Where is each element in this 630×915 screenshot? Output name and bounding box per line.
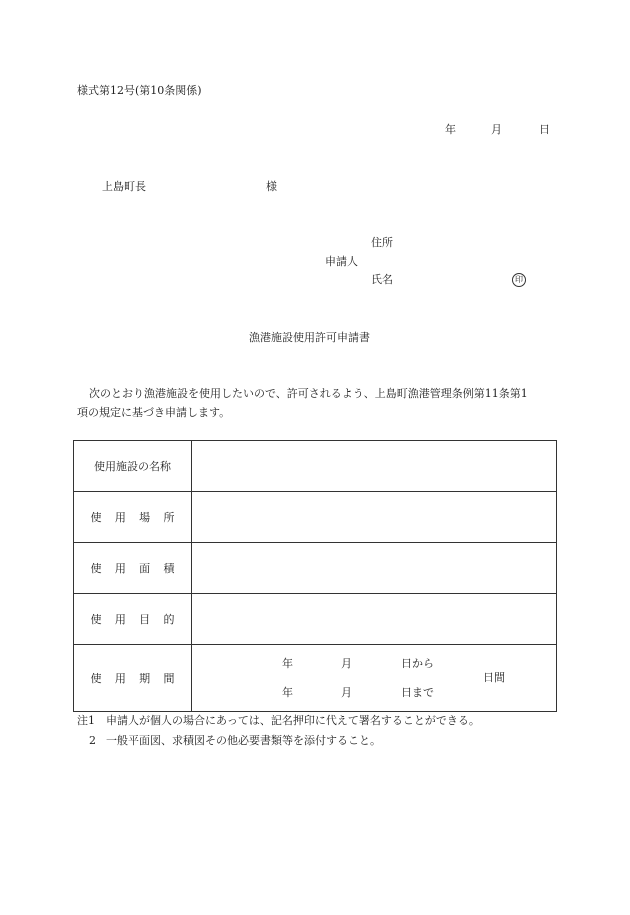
applicant-label: 申請人	[325, 255, 358, 268]
date-day-label: 日	[539, 123, 550, 136]
period-to-year: 年	[282, 686, 293, 699]
purpose-field[interactable]	[192, 594, 557, 645]
note-2-prefix: 2	[89, 734, 96, 747]
date-month-label: 月	[491, 123, 502, 136]
body-line-2: 項の規定に基づき申請します。	[77, 406, 231, 419]
table-row	[74, 441, 557, 492]
period-to-day: 日まで	[401, 686, 434, 699]
application-table	[73, 440, 557, 712]
area-field[interactable]	[192, 543, 557, 594]
period-from-day: 日から	[401, 657, 434, 670]
date-year-label: 年	[445, 123, 456, 136]
period-to-month: 月	[341, 686, 352, 699]
period-from-month: 月	[341, 657, 352, 670]
period-label: 使 用 期 間	[74, 645, 192, 712]
table-row	[74, 594, 557, 645]
table-row	[74, 492, 557, 543]
addressee-honorific: 様	[266, 180, 277, 193]
location-label: 使 用 場 所	[74, 492, 192, 543]
note-2-text: 一般平面図、求積図その他必要書類等を添付すること。	[106, 734, 381, 747]
purpose-label: 使 用 目 的	[74, 594, 192, 645]
addressee-name: 上島町長	[102, 180, 146, 193]
body-line-1: 次のとおり漁港施設を使用したいので、許可されるよう、上島町漁港管理条例第11条第1	[89, 387, 528, 400]
note-1-prefix: 注1	[77, 714, 95, 727]
document-title: 漁港施設使用許可申請書	[249, 331, 370, 344]
area-label: 使 用 面 積	[74, 543, 192, 594]
period-from-year: 年	[282, 657, 293, 670]
address-label: 住所	[371, 236, 393, 249]
period-field[interactable]	[192, 645, 557, 712]
name-label: 氏名	[371, 273, 393, 286]
facility-name-label: 使用施設の名称	[74, 441, 192, 492]
note-1-text: 申請人が個人の場合にあっては、記名押印に代えて署名することができる。	[106, 714, 480, 727]
period-days: 日間	[483, 671, 505, 684]
location-field[interactable]	[192, 492, 557, 543]
form-number: 様式第12号(第10条関係)	[77, 84, 202, 97]
table-row	[74, 543, 557, 594]
table-row	[74, 645, 557, 712]
seal-mark: 印	[512, 273, 526, 287]
facility-name-field[interactable]	[192, 441, 557, 492]
